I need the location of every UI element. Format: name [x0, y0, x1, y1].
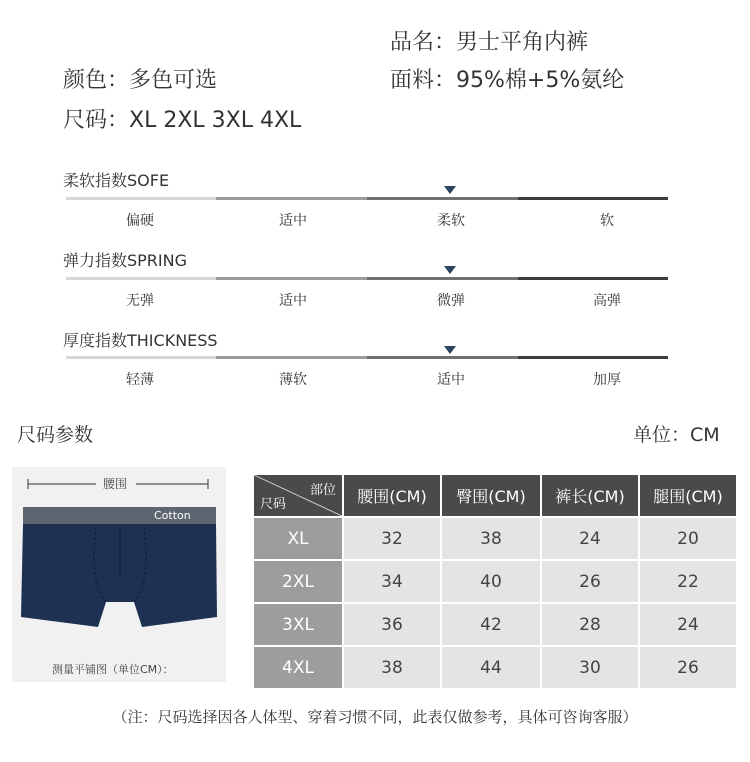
- footnote: （注：尺码选择因各人体型、穿着习惯不同，此表仅做参考，具体可咨询客服）: [112, 708, 638, 726]
- column-header: 臀围(CM): [441, 474, 541, 517]
- column-header: 腰围(CM): [343, 474, 441, 517]
- thickness-level-label: 加厚: [593, 372, 621, 388]
- corner-top-label: 部位: [309, 483, 336, 498]
- table-row: [253, 646, 737, 689]
- row-size-label: 4XL: [253, 646, 343, 689]
- waist-label: 腰围: [100, 475, 130, 492]
- table-cell: 28: [541, 603, 639, 646]
- thickness-level-label: 适中: [437, 372, 465, 388]
- elasticity-marker-icon: [444, 266, 456, 274]
- elasticity-level-label: 高弹: [593, 293, 621, 309]
- elasticity-scale-segment: [66, 277, 216, 280]
- thickness-index-title: 厚度指数THICKNESS: [63, 331, 218, 350]
- row-size-label: 3XL: [253, 603, 343, 646]
- product-name: 品名：男士平角内裤: [390, 30, 589, 55]
- table-cell: 30: [541, 646, 639, 689]
- softness-scale-segment: [66, 197, 216, 200]
- column-header: 裤长(CM): [541, 474, 639, 517]
- brand-label: Cotton: [154, 509, 191, 522]
- thickness-scale-segment: [216, 356, 367, 359]
- product-color: 颜色：多色可选: [63, 68, 218, 93]
- table-cell: 26: [541, 560, 639, 603]
- row-size-label: XL: [253, 517, 343, 560]
- table-cell: 36: [343, 603, 441, 646]
- softness-level-label: 适中: [279, 213, 307, 229]
- boxer-briefs-icon: [12, 467, 226, 682]
- table-cell: 24: [541, 517, 639, 560]
- table-cell: 42: [441, 603, 541, 646]
- table-cell: 44: [441, 646, 541, 689]
- table-cell: 26: [639, 646, 737, 689]
- elasticity-index-title: 弹力指数SPRING: [63, 251, 188, 270]
- elasticity-scale-segment: [216, 277, 367, 280]
- elasticity-scale-segment: [518, 277, 668, 280]
- softness-scale-segment: [518, 197, 668, 200]
- measurement-illustration: [12, 467, 226, 682]
- thickness-marker-icon: [444, 346, 456, 354]
- elasticity-level-label: 无弹: [126, 293, 154, 309]
- thickness-scale-segment: [367, 356, 518, 359]
- thickness-level-label: 轻薄: [126, 372, 154, 388]
- row-size-label: 2XL: [253, 560, 343, 603]
- softness-scale-segment: [367, 197, 518, 200]
- softness-level-label: 偏硬: [126, 213, 154, 229]
- softness-marker-icon: [444, 186, 456, 194]
- softness-level-label: 柔软: [437, 213, 465, 229]
- table-cell: 20: [639, 517, 737, 560]
- softness-index-title: 柔软指数SOFE: [63, 171, 170, 190]
- column-header: 腿围(CM): [639, 474, 737, 517]
- table-cell: 38: [441, 517, 541, 560]
- illustration-caption: 测量平铺图（单位CM）：: [52, 663, 174, 676]
- softness-scale-segment: [216, 197, 367, 200]
- size-unit-label: 单位：CM: [633, 424, 720, 446]
- softness-level-label: 软: [600, 213, 614, 229]
- table-cell: 24: [639, 603, 737, 646]
- product-sizes: 尺码：XL 2XL 3XL 4XL: [63, 108, 302, 133]
- table-cell: 32: [343, 517, 441, 560]
- corner-bottom-label: 尺码: [260, 497, 287, 512]
- elasticity-level-label: 微弹: [437, 293, 465, 309]
- elasticity-level-label: 适中: [279, 293, 307, 309]
- table-cell: 34: [343, 560, 441, 603]
- thickness-scale-segment: [518, 356, 668, 359]
- table-cell: 40: [441, 560, 541, 603]
- size-table: [252, 473, 738, 690]
- elasticity-scale-segment: [367, 277, 518, 280]
- table-row: [253, 603, 737, 646]
- thickness-scale-segment: [66, 356, 216, 359]
- table-cell: 22: [639, 560, 737, 603]
- thickness-level-label: 薄软: [279, 372, 307, 388]
- table-cell: 38: [343, 646, 441, 689]
- table-row: [253, 517, 737, 560]
- corner-header-cell: [253, 474, 343, 517]
- table-row: [253, 560, 737, 603]
- product-material: 面料：95%棉+5%氨纶: [390, 68, 625, 93]
- size-section-title: 尺码参数: [17, 424, 94, 446]
